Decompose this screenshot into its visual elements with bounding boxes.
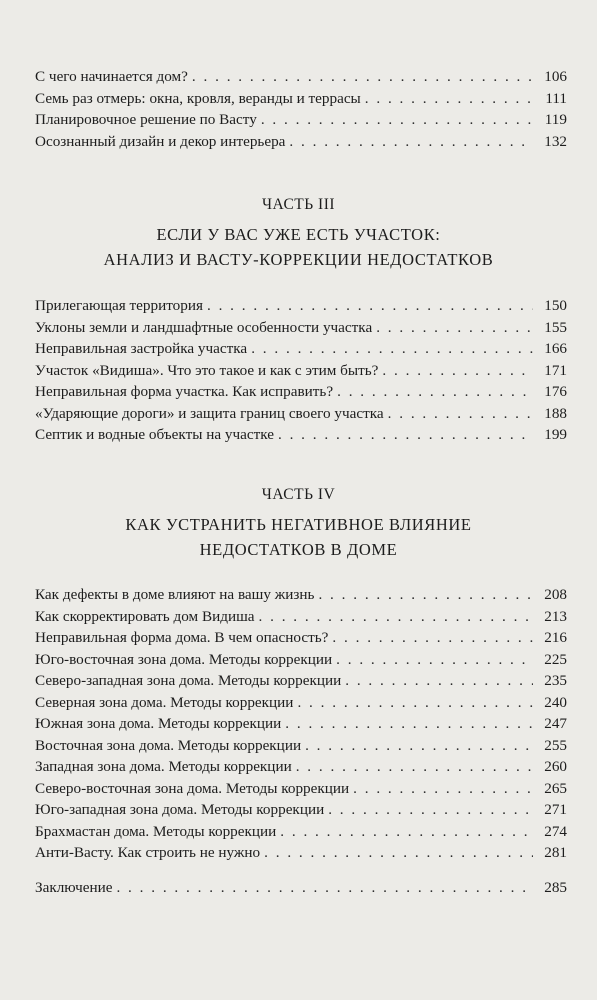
toc-entry bbox=[35, 692, 567, 714]
toc-entry-title: Участок «Видиша». Что это такое и как с этим быть? bbox=[35, 361, 379, 379]
toc-entry bbox=[35, 424, 567, 446]
part-3-title-line-1: ЕСЛИ У ВАС УЖЕ ЕСТЬ УЧАСТОК: bbox=[156, 225, 441, 244]
toc-entry bbox=[35, 338, 567, 360]
toc-list-top bbox=[35, 66, 567, 152]
toc-entry bbox=[35, 381, 567, 403]
toc-entry bbox=[35, 842, 567, 864]
toc-entry bbox=[35, 821, 567, 843]
toc-entry-title: Юго-западная зона дома. Методы коррекции bbox=[35, 801, 325, 818]
toc-leader-dots bbox=[280, 821, 533, 843]
toc-entry bbox=[35, 670, 567, 692]
toc-leader-dots bbox=[337, 381, 533, 403]
toc-leader-dots bbox=[251, 338, 533, 360]
toc-entry-title: Заключение bbox=[35, 879, 113, 896]
part-3-title-line-2: АНАЛИЗ И ВАСТУ-КОРРЕКЦИИ НЕДОСТАТКОВ bbox=[103, 250, 494, 269]
toc-entry-page: 260 bbox=[544, 758, 567, 775]
toc-entry-title: Септик и водные объекты на участке bbox=[35, 426, 274, 443]
toc-entry-page: 274 bbox=[544, 822, 567, 840]
toc-entry-page: 265 bbox=[544, 779, 567, 797]
toc-leader-dots bbox=[365, 88, 533, 110]
part-4-label: ЧАСТЬ IV bbox=[261, 486, 336, 503]
toc-entry-page: 119 bbox=[544, 111, 567, 128]
toc-entry-page: 235 bbox=[544, 672, 567, 689]
toc-entry-page: 281 bbox=[544, 844, 567, 861]
toc-entry bbox=[35, 131, 567, 153]
toc-entry-title: Как дефекты в доме влияют на вашу жизнь bbox=[35, 586, 315, 603]
toc-entry-page: 213 bbox=[544, 607, 567, 625]
toc-leader-dots bbox=[285, 713, 533, 735]
toc-entry bbox=[35, 627, 567, 649]
toc-entry bbox=[35, 584, 567, 606]
toc-entry-title: Планировочное решение по Васту bbox=[35, 111, 257, 128]
toc-entry-page: 150 bbox=[544, 297, 567, 314]
toc-entry-page: 132 bbox=[544, 132, 567, 150]
toc-leader-dots bbox=[261, 109, 533, 131]
toc-entry bbox=[35, 606, 567, 628]
toc-entry-title: Семь раз отмерь: окна, кровля, веранды и террасы bbox=[35, 89, 361, 107]
toc-entry-title: Брахмастан дома. Методы коррекции bbox=[35, 822, 277, 840]
part-3-label: ЧАСТЬ III bbox=[261, 196, 336, 213]
toc-leader-dots bbox=[207, 295, 533, 317]
part-4-title-line-2: НЕДОСТАТКОВ В ДОМЕ bbox=[199, 540, 398, 559]
toc-entry-page: 255 bbox=[544, 736, 567, 754]
toc-list-conclusion bbox=[35, 877, 567, 899]
toc-leader-dots bbox=[296, 756, 533, 778]
toc-entry-page: 188 bbox=[544, 404, 567, 422]
toc-entry bbox=[35, 66, 567, 88]
toc-leader-dots bbox=[382, 360, 533, 382]
toc-entry-page: 208 bbox=[544, 586, 567, 603]
toc-entry-conclusion bbox=[35, 877, 567, 899]
toc-entry-title: С чего начинается дом? bbox=[35, 68, 188, 85]
toc-entry bbox=[35, 109, 567, 131]
toc-entry-page: 106 bbox=[544, 68, 567, 85]
toc-entry-title: Северо-восточная зона дома. Методы коррекции bbox=[35, 779, 350, 797]
toc-entry-page: 155 bbox=[544, 318, 567, 336]
toc-entry bbox=[35, 403, 567, 425]
toc-leader-dots bbox=[376, 317, 533, 339]
toc-entry bbox=[35, 713, 567, 735]
part-4-title-line-1: КАК УСТРАНИТЬ НЕГАТИВНОЕ ВЛИЯНИЕ bbox=[125, 515, 472, 534]
toc-entry bbox=[35, 799, 567, 821]
toc-entry-page: 240 bbox=[544, 693, 567, 711]
toc-entry-page: 111 bbox=[545, 89, 567, 107]
toc-entry-title: Как скорректировать дом Видиша bbox=[35, 607, 255, 625]
toc-list-part-3 bbox=[35, 295, 567, 446]
toc-entry-page: 199 bbox=[544, 426, 567, 443]
toc-leader-dots bbox=[318, 584, 533, 606]
toc-entry-title: «Ударяющие дороги» и защита границ своего участка bbox=[35, 404, 384, 422]
toc-entry-title: Неправильная форма дома. В чем опасность? bbox=[35, 629, 329, 646]
toc-leader-dots bbox=[345, 670, 533, 692]
toc-entry bbox=[35, 778, 567, 800]
toc-leader-dots bbox=[332, 627, 533, 649]
toc-entry-title: Северо-западная зона дома. Методы коррекции bbox=[35, 672, 342, 689]
toc-entry bbox=[35, 317, 567, 339]
toc-entry-title: Восточная зона дома. Методы коррекции bbox=[35, 736, 302, 754]
toc-entry-page: 171 bbox=[544, 361, 567, 379]
toc-leader-dots bbox=[264, 842, 533, 864]
toc-entry-page: 247 bbox=[544, 715, 567, 732]
toc-entry-title: Неправильная форма участка. Как исправить? bbox=[35, 383, 334, 400]
toc-entry-title: Анти-Васту. Как строить не нужно bbox=[35, 844, 261, 861]
toc-leader-dots bbox=[388, 403, 533, 425]
toc-entry-title: Неправильная застройка участка bbox=[35, 340, 248, 357]
toc-leader-dots bbox=[297, 692, 533, 714]
toc-entry-title: Западная зона дома. Методы коррекции bbox=[35, 758, 292, 775]
toc-entry-title: Прилегающая территория bbox=[35, 297, 203, 314]
toc-entry bbox=[35, 735, 567, 757]
toc-leader-dots bbox=[259, 606, 533, 628]
toc-entry-title: Уклоны земли и ландшафтные особенности участка bbox=[35, 318, 373, 336]
toc-leader-dots bbox=[336, 649, 533, 671]
toc-entry-page: 271 bbox=[544, 801, 567, 818]
toc-entry-title: Южная зона дома. Методы коррекции bbox=[35, 715, 282, 732]
toc-leader-dots bbox=[353, 778, 533, 800]
toc-leader-dots bbox=[328, 799, 533, 821]
toc-entry-title: Юго-восточная зона дома. Методы коррекции bbox=[35, 650, 333, 668]
toc-entry-page: 166 bbox=[544, 340, 567, 357]
toc-leader-dots bbox=[278, 424, 533, 446]
toc-entry-page: 176 bbox=[544, 383, 567, 400]
toc-entry-title: Осознанный дизайн и декор интерьера bbox=[35, 132, 286, 150]
toc-entry-title: Северная зона дома. Методы коррекции bbox=[35, 693, 294, 711]
toc-entry-page: 225 bbox=[544, 650, 567, 668]
toc-leader-dots bbox=[116, 877, 533, 899]
toc-entry bbox=[35, 360, 567, 382]
toc-entry-page: 216 bbox=[544, 629, 567, 646]
toc-entry bbox=[35, 295, 567, 317]
toc-entry bbox=[35, 88, 567, 110]
toc-entry bbox=[35, 649, 567, 671]
toc-leader-dots bbox=[192, 66, 533, 88]
toc-list-part-4 bbox=[35, 584, 567, 864]
toc-leader-dots bbox=[289, 131, 533, 153]
toc-entry-page: 285 bbox=[544, 879, 567, 896]
toc-leader-dots bbox=[305, 735, 533, 757]
toc-entry bbox=[35, 756, 567, 778]
